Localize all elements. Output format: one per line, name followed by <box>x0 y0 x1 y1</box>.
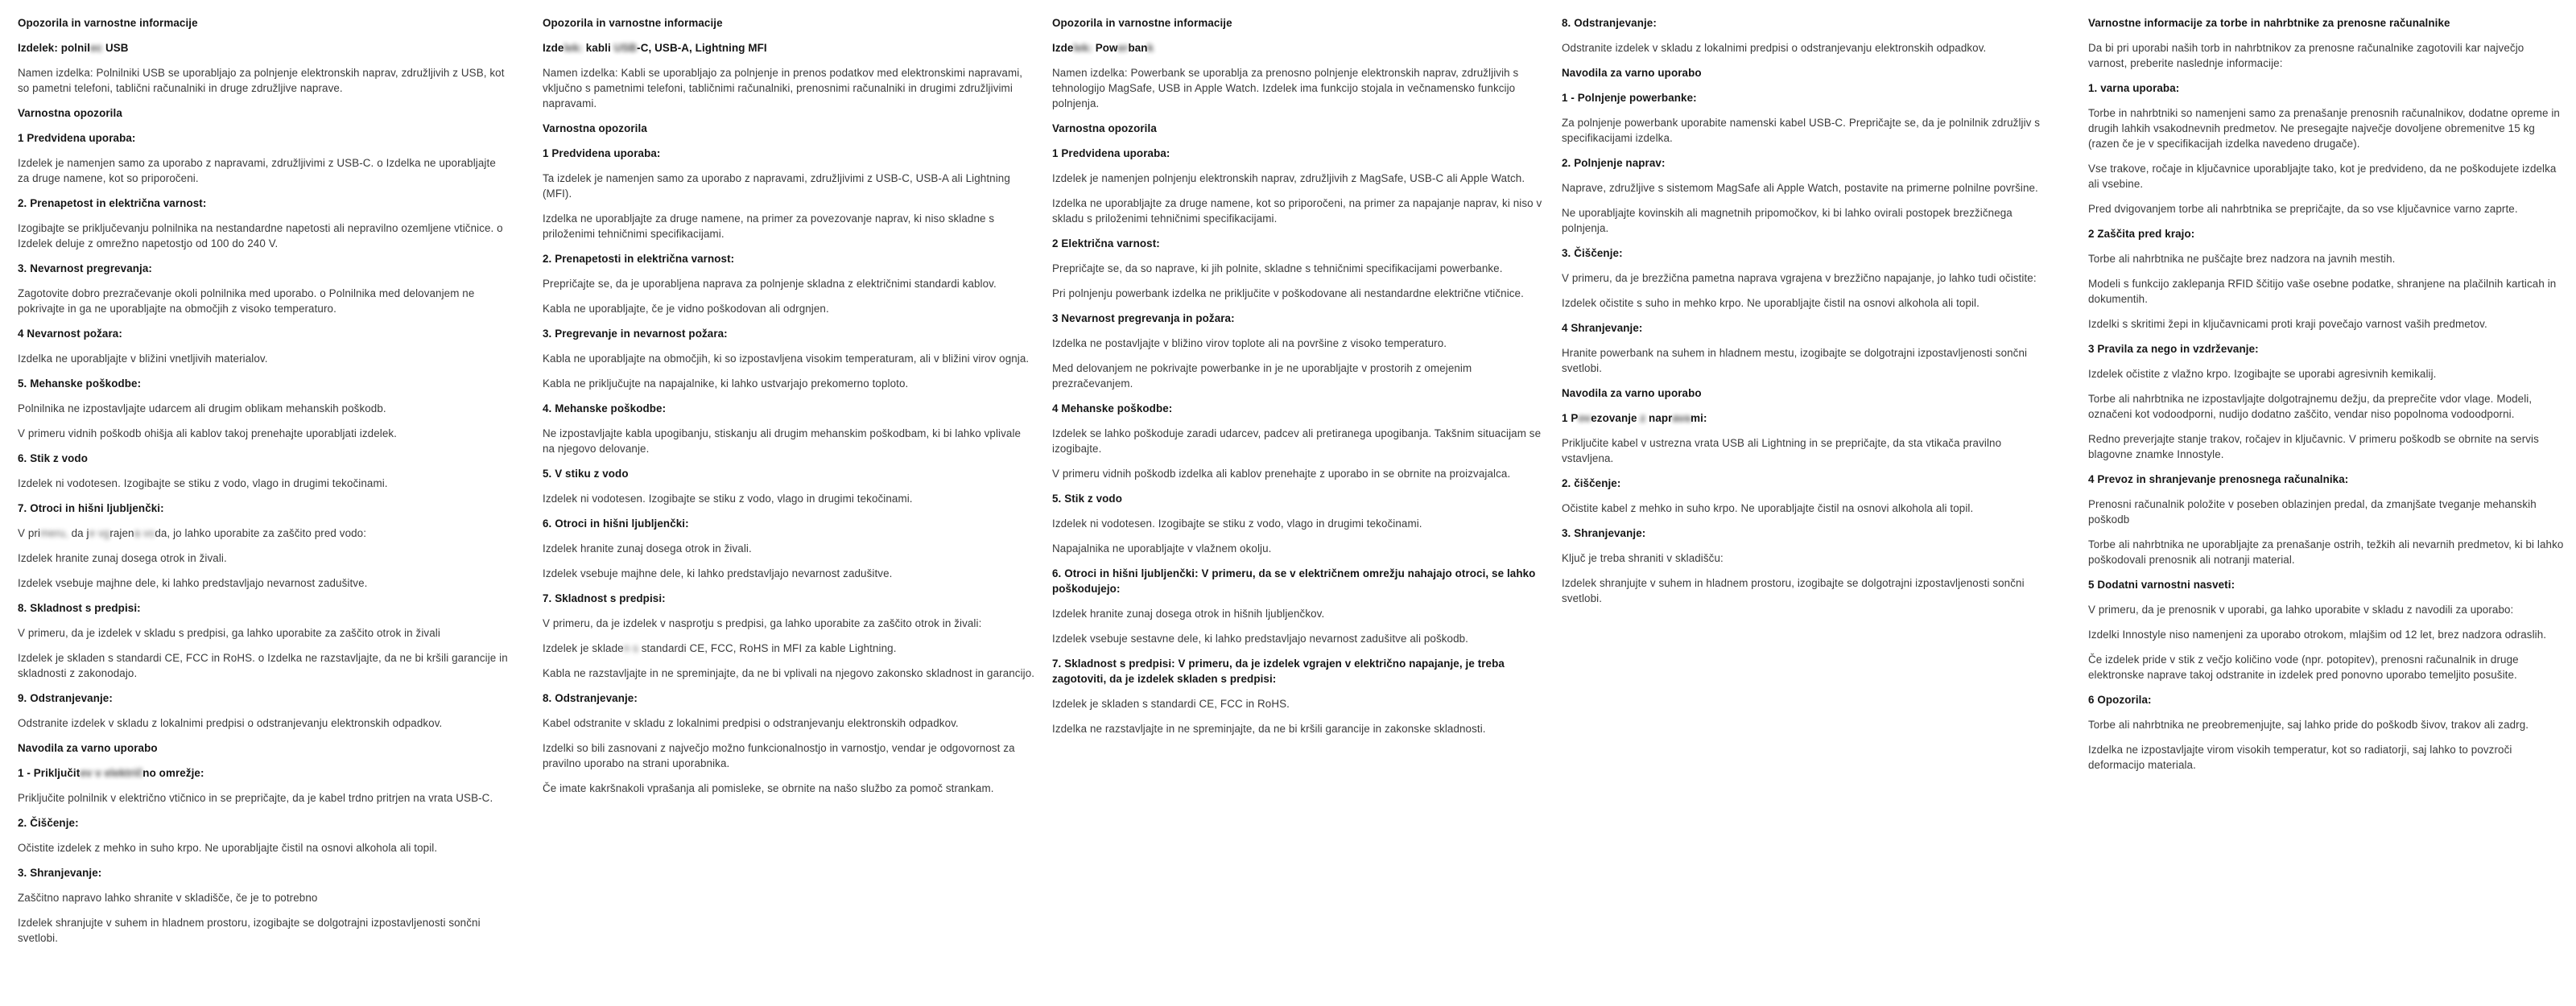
section-heading: 1 Predvidena uporaba: <box>18 132 136 144</box>
section-heading: 3. Shranjevanje: <box>1562 527 1646 539</box>
paragraph: Izdelek je skladen s standardi CE, FCC in RoHS. <box>1052 698 1290 710</box>
section-heading: 6 Opozorila: <box>2088 694 2152 706</box>
section-heading: 3 Pravila za nego in vzdrževanje: <box>2088 343 2259 355</box>
section-heading: 7. Skladnost s predpisi: <box>543 592 666 604</box>
section-heading: Varnostna opozorila <box>543 122 647 134</box>
paragraph: Izdelek hranite zunaj dosega otrok in hišnih ljubljenčkov. <box>1052 608 1325 620</box>
text-segment: Izde <box>1052 42 1074 54</box>
section-heading: 6. Otroci in hišni ljubljenčki: V primeru, da se v električnem omrežju nahajajo otroci, se lahko poškodujejo: <box>1052 567 1536 595</box>
blurred-text: e vg <box>89 527 110 539</box>
paragraph: Izdelka ne uporabljajte za druge namene, kot so priporočeni, na primer za napajanje naprav, ki niso v skladu s priloženimi tehničnimi specifikacijami. <box>1052 197 1542 225</box>
paragraph: Izdelka ne izpostavljajte virom visokih temperatur, kot so radiatorji, saj lahko to povzroči deformacijo materiala. <box>2088 744 2512 771</box>
section-heading: 9. Odstranjevanje: <box>18 692 113 704</box>
text-segment: ezovanje <box>1591 412 1641 424</box>
section-heading: Navodila za varno uporabo <box>1562 387 1702 399</box>
section-heading: 2. Prenapetosti in električna varnost: <box>543 253 735 265</box>
section-heading: 5. Mehanske poškodbe: <box>18 377 142 390</box>
text-segment: Izdelek: polnil <box>18 42 91 54</box>
paragraph: Izdelek ni vodotesen. Izogibajte se stiku z vodo, vlago in drugimi tekočinami. <box>1052 517 1422 530</box>
section-heading: 1. varna uporaba: <box>2088 82 2180 94</box>
section-heading: 1 Predvidena uporaba: <box>543 147 661 159</box>
paragraph: Namen izdelka: Polnilniki USB se uporabljajo za polnjenje elektronskih naprav, združljivih z USB, kot so pametni telefoni, tablični računalniki in druge združljive naprave. <box>18 67 505 94</box>
text-segment: kabli <box>585 42 614 54</box>
paragraph: Izdelek hranite zunaj dosega otrok in živali. <box>18 552 227 564</box>
paragraph: V primeru, da je brezžična pametna naprava vgrajena v brezžično napajanje, jo lahko tudi očistite: <box>1562 272 2037 284</box>
paragraph: Da bi pri uporabi naših torb in nahrbtnikov za prenosne računalnike zagotovili kar največjo varnost, preberite naslednje informacije: <box>2088 42 2524 69</box>
paragraph: Za polnjenje powerbank uporabite namenski kabel USB-C. Prepričajte se, da je polnilnik združljiv s specifikacijami izdelka. <box>1562 117 2041 144</box>
section-heading: 2 Električna varnost: <box>1052 237 1160 249</box>
text-segment: ban <box>1128 42 1148 54</box>
section-heading: 3. Čiščenje: <box>1562 247 1623 259</box>
paragraph: Priključite polnilnik v električno vtičnico in se prepričajte, da je kabel trdno pritrjen na vrata USB-C. <box>18 792 493 804</box>
blurred-text: lek: <box>564 42 586 54</box>
section-heading: Opozorila in varnostne informacije <box>543 17 723 29</box>
blurred-text: ec <box>90 42 103 54</box>
paragraph: Izdelek shranjujte v suhem in hladnem prostoru, izogibajte se dolgotrajni izpostavljenosti sončni svetlobi. <box>18 917 481 944</box>
blurred-text: USB <box>613 42 638 54</box>
paragraph: Med delovanjem ne pokrivajte powerbanke in je ne uporabljajte v prostorih z omejenim prezračevanjem. <box>1052 362 1472 390</box>
paragraph: V primeru, da je izdelek v skladu s predpisi, ga lahko uporabite za zaščito otrok in živali <box>18 627 440 639</box>
section-heading: 5. V stiku z vodo <box>543 468 629 480</box>
paragraph: Izdelek očistite s suho in mehko krpo. Ne uporabljajte čistil na osnovi alkohola ali topil. <box>1562 297 1979 309</box>
safety-info-column-cables <box>543 15 1035 806</box>
paragraph: Pred dvigovanjem torbe ali nahrbtnika se prepričajte, da so vse ključavnice varno zaprte. <box>2088 203 2518 215</box>
text-segment: 1 P <box>1562 412 1579 424</box>
paragraph: Polnilnika ne izpostavljajte udarcem ali drugim oblikam mehanskih poškodb. <box>18 402 386 414</box>
blurred-text: n s <box>623 642 642 654</box>
blurred-text: lek: <box>1073 42 1096 54</box>
paragraph: Pri polnjenju powerbank izdelka ne priključite v poškodovane ali nestandardne električne vtičnice. <box>1052 287 1524 299</box>
section-heading: 4 Nevarnost požara: <box>18 328 122 340</box>
paragraph: Prepričajte se, da je uporabljena naprava za polnjenje skladna z električnimi standardi kablov. <box>543 278 997 290</box>
paragraph: Izdelka ne uporabljajte za druge namene, na primer za povezovanje naprav, ki niso skladne s priloženimi tehničnimi specifikacijami. <box>543 212 995 240</box>
paragraph <box>18 526 510 541</box>
section-heading: 7. Skladnost s predpisi: V primeru, da je izdelek vgrajen v električno napajanje, je treba zagotoviti, da je izdelek skladen s predpisi: <box>1052 658 1505 685</box>
paragraph: Torbe ali nahrbtnika ne puščajte brez nadzora na javnih mestih. <box>2088 253 2396 265</box>
safety-info-column-powerbank <box>1052 15 1545 746</box>
text-segment: napr <box>1645 412 1673 424</box>
section-heading: 5. Stik z vodo <box>1052 493 1122 505</box>
section-heading <box>543 40 1035 56</box>
paragraph <box>543 641 1035 656</box>
paragraph: Izdelek shranjujte v suhem in hladnem prostoru, izogibajte se dolgotrajni izpostavljenosti sončni svetlobi. <box>1562 577 2025 604</box>
paragraph: Napajalnika ne uporabljajte v vlažnem okolju. <box>1052 542 1272 555</box>
paragraph: Naprave, združljive s sistemom MagSafe ali Apple Watch, postavite na primerne polnilne površine. <box>1562 182 2038 194</box>
paragraph: Torbe ali nahrbtnika ne izpostavljajte dolgotrajnemu dežju, da preprečite vdor vlage. Modeli, označeni kot vodoodporni, nudijo dodatno zaščito, vendar niso popolnoma vodoodporni. <box>2088 393 2533 420</box>
section-heading: 2. Polnjenje naprav: <box>1562 157 1666 169</box>
paragraph: Izdelek hranite zunaj dosega otrok in živali. <box>543 542 752 555</box>
paragraph: Vse trakove, ročaje in ključavnice uporabljajte tako, kot je predvideno, da ne poškodujete izdelka ali vsebine. <box>2088 163 2557 190</box>
paragraph: Izdelek vsebuje sestavne dele, ki lahko predstavljajo nevarnost zadušitve ali poškodb. <box>1052 633 1468 645</box>
paragraph: Zaščitno napravo lahko shranite v skladišče, če je to potrebno <box>18 892 318 904</box>
section-heading: 8. Odstranjevanje: <box>543 692 638 704</box>
section-heading: 6. Stik z vodo <box>18 452 88 464</box>
section-heading: 1 Predvidena uporaba: <box>1052 147 1170 159</box>
text-segment: -C, USB-A, Lightning MFI <box>637 42 767 54</box>
section-heading: Varnostna opozorila <box>1052 122 1157 134</box>
paragraph: Priključite kabel v ustrezna vrata USB ali Lightning in se prepričajte, da sta vtikača pravilno vstavljena. <box>1562 437 2002 464</box>
section-heading: 8. Skladnost s predpisi: <box>18 602 141 614</box>
safety-info-column-usb-charger <box>18 15 510 955</box>
text-segment: no omrežje: <box>142 767 204 779</box>
section-heading: 4 Shranjevanje: <box>1562 322 1643 334</box>
paragraph: Hranite powerbank na suhem in hladnem mestu, izogibajte se dolgotrajni izpostavljenosti sončni svetlobi. <box>1562 347 2028 374</box>
paragraph: Prepričajte se, da so naprave, ki jih polnite, skladne s tehničnimi specifikacijami powerbanke. <box>1052 262 1503 274</box>
section-heading <box>1052 40 1545 56</box>
paragraph: V primeru, da je prenosnik v uporabi, ga lahko uporabite v skladu z navodili za uporabo: <box>2088 604 2514 616</box>
blurred-text: ev v električ <box>80 767 143 779</box>
section-heading: 1 - Polnjenje powerbanke: <box>1562 92 1697 104</box>
blurred-text: meru, <box>40 527 72 539</box>
paragraph: Redno preverjajte stanje trakov, ročajev in ključavnic. V primeru poškodb se obrnite na servis blagovne znamke Innostyle. <box>2088 433 2539 460</box>
section-heading: 2. Prenapetost in električna varnost: <box>18 197 207 209</box>
blurred-text: z <box>1640 412 1646 424</box>
section-heading: 3 Nevarnost pregrevanja in požara: <box>1052 312 1235 324</box>
paragraph: Namen izdelka: Kabli se uporabljajo za polnjenje in prenos podatkov med elektronskimi napravami, vključno s pametnimi telefoni, tabličnimi računalniki, prenosnimi računalniki in drugimi združljivimi napravami. <box>543 67 1023 109</box>
paragraph: Kabla ne priključujte na napajalnike, ki lahko ustvarjajo prekomerno toploto. <box>543 377 909 390</box>
section-heading: Navodila za varno uporabo <box>18 742 158 754</box>
text-segment: USB <box>102 42 129 54</box>
paragraph: V primeru vidnih poškodb izdelka ali kablov prenehajte z uporabo in se obrnite na proizvajalca. <box>1052 468 1511 480</box>
paragraph: Namen izdelka: Powerbank se uporablja za prenosno polnjenje elektronskih naprav, združljivih s tehnologijo MagSafe, USB in Apple Watch. Izdelek ima funkcijo stojala in večnamensko funkcijo polnjenja. <box>1052 67 1519 109</box>
section-heading: 2 Zaščita pred krajo: <box>2088 228 2195 240</box>
paragraph: Očistite izdelek z mehko in suho krpo. Ne uporabljajte čistil na osnovi alkohola ali topil. <box>18 842 438 854</box>
section-heading: Varnostne informacije za torbe in nahrbtnike za prenosne računalnike <box>2088 17 2450 29</box>
safety-info-column-usage-instructions <box>1562 15 2054 616</box>
paragraph: Izdelka ne uporabljajte v bližini vnetljivih materialov. <box>18 353 268 365</box>
section-heading: Opozorila in varnostne informacije <box>18 17 198 29</box>
paragraph: Kabla ne razstavljajte in ne spreminjajte, da ne bi vplivali na njegovo zakonsko skladnost in garancijo. <box>543 667 1035 679</box>
paragraph: Torbe ali nahrbtnika ne preobremenjujte, saj lahko pride do poškodb šivov, trakov ali zadrg. <box>2088 719 2529 731</box>
blurred-text: a vo <box>134 527 155 539</box>
paragraph: Ključ je treba shraniti v skladišču: <box>1562 552 1724 564</box>
paragraph: Torbe in nahrbtniki so namenjeni samo za prenašanje prenosnih računalnikov, dodatne opreme in drugih lahkih vsakodnevnih predmetov. Ne presegajte največje dovoljene obremenitve 15 kg (razen če je v specifikacijah izdelka navedeno drugače). <box>2088 107 2560 150</box>
paragraph: Zagotovite dobro prezračevanje okoli polnilnika med uporabo. o Polnilnika med delovanjem ne pokrivajte in ga ne uporabljajte na območjih z visoko temperaturo. <box>18 287 475 315</box>
paragraph: V primeru vidnih poškodb ohišja ali kablov takoj prenehajte uporabljati izdelek. <box>18 427 397 439</box>
paragraph: Če imate kakršnakoli vprašanja ali pomisleke, se obrnite na našo službo za pomoč strankam. <box>543 782 994 794</box>
blurred-text: er <box>1117 42 1129 54</box>
text-segment: mi: <box>1690 412 1707 424</box>
paragraph: Kabla ne uporabljajte, če je vidno poškodovan ali odrgnjen. <box>543 303 829 315</box>
paragraph: Izdelek je namenjen samo za uporabo z napravami, združljivimi z USB-C. o Izdelka ne uporabljajte za druge namene, kot so priporočeni. <box>18 157 496 184</box>
paragraph: Izdelki so bili zasnovani z največjo možno funkcionalnostjo in varnostjo, vendar je odgovornost za pravilno uporabo na strani uporabnika. <box>543 742 1015 769</box>
paragraph: Odstranite izdelek v skladu z lokalnimi predpisi o odstranjevanju elektronskih odpadkov. <box>1562 42 1987 54</box>
blurred-text: k <box>1147 42 1154 54</box>
paragraph: Izdelka ne postavljajte v bližino virov toplote ali na površine z visoko temperaturo. <box>1052 337 1447 349</box>
paragraph: Izdelki Innostyle niso namenjeni za uporabo otrokom, mlajšim od 12 let, brez nadzora odraslih. <box>2088 629 2547 641</box>
paragraph: Izogibajte se priključevanju polnilnika na nestandardne napetosti ali nepravilno ozemljene vtičnice. o Izdelek deluje z omrežno napetostjo od 100 do 240 V. <box>18 222 503 249</box>
text-segment: da, jo lahko uporabite za zaščito pred vodo: <box>155 527 367 539</box>
safety-info-column-laptop-bags <box>2088 15 2565 782</box>
section-heading: 2. Čiščenje: <box>18 817 79 829</box>
paragraph: V primeru, da je izdelek v nasprotju s predpisi, ga lahko uporabite za zaščito otrok in živali: <box>543 617 982 629</box>
paragraph: Izdelek očistite z vlažno krpo. Izogibajte se uporabi agresivnih kemikalij. <box>2088 368 2437 380</box>
paragraph: Izdelek vsebuje majhne dele, ki lahko predstavljajo nevarnost zadušitve. <box>18 577 368 589</box>
text-segment: 1 - Priključit <box>18 767 80 779</box>
paragraph: Izdelek je skladen s standardi CE, FCC in RoHS. o Izdelka ne razstavljajte, da ne bi kršili garancije in skladnosti z zakonodajo. <box>18 652 508 679</box>
section-heading: 4. Mehanske poškodbe: <box>543 402 667 414</box>
section-heading: 5 Dodatni varnostni nasveti: <box>2088 579 2235 591</box>
section-heading: 6. Otroci in hišni ljubljenčki: <box>543 517 689 530</box>
paragraph: Izdelek ni vodotesen. Izogibajte se stiku z vodo, vlago in drugimi tekočinami. <box>543 493 913 505</box>
paragraph: Ne izpostavljajte kabla upogibanju, stiskanju ali drugim mehanskim poškodbam, ki bi lahko vplivale na njegovo delovanje. <box>543 427 1022 455</box>
section-heading <box>1562 410 2054 426</box>
blurred-text: ava <box>1672 412 1691 424</box>
section-heading: Navodila za varno uporabo <box>1562 67 1702 79</box>
paragraph: Kabla ne uporabljajte na območjih, ki so izpostavljena visokim temperaturam, ali v bližini virov ognja. <box>543 353 1030 365</box>
paragraph: Torbe ali nahrbtnika ne uporabljajte za prenašanje ostrih, težkih ali nevarnih predmetov, ki bi lahko poškodovali prenosnik ali notranji material. <box>2088 538 2564 566</box>
text-segment: Pow <box>1095 42 1118 54</box>
paragraph: Izdelek je namenjen polnjenju elektronskih naprav, združljivih z MagSafe, USB-C ali Apple Watch. <box>1052 172 1525 184</box>
text-segment: rajen <box>109 527 134 539</box>
section-heading: 2. čiščenje: <box>1562 477 1621 489</box>
text-segment: standardi CE, FCC, RoHS in MFI za kable Lightning. <box>641 642 897 654</box>
section-heading: 3. Pregrevanje in nevarnost požara: <box>543 328 728 340</box>
paragraph: Izdelek se lahko poškoduje zaradi udarcev, padcev ali pretiranega upogibanja. Takšnim situacijam se izogibajte. <box>1052 427 1542 455</box>
text-segment: Izdelek je sklade <box>543 642 624 654</box>
paragraph: Modeli s funkcijo zaklepanja RFID ščitijo vaše osebne podatke, shranjene na plačilnih karticah in dokumentih. <box>2088 278 2557 305</box>
section-heading <box>18 765 510 781</box>
section-heading: 3. Shranjevanje: <box>18 867 102 879</box>
paragraph: Ta izdelek je namenjen samo za uporabo z napravami, združljivimi z USB-C, USB-A ali Lightning (MFI). <box>543 172 1010 200</box>
section-heading <box>18 40 510 56</box>
section-heading: Opozorila in varnostne informacije <box>1052 17 1232 29</box>
section-heading: 8. Odstranjevanje: <box>1562 17 1657 29</box>
paragraph: Izdelek vsebuje majhne dele, ki lahko predstavljajo nevarnost zadušitve. <box>543 567 893 579</box>
paragraph: Izdelki s skritimi žepi in ključavnicami proti kraji povečajo varnost vaših predmetov. <box>2088 318 2487 330</box>
section-heading: 4 Prevoz in shranjevanje prenosnega računalnika: <box>2088 473 2349 485</box>
text-segment: V pri <box>18 527 41 539</box>
paragraph: Izdelek ni vodotesen. Izogibajte se stiku z vodo, vlago in drugimi tekočinami. <box>18 477 388 489</box>
section-heading: 3. Nevarnost pregrevanja: <box>18 262 152 274</box>
text-segment: da j <box>71 527 89 539</box>
section-heading: 4 Mehanske poškodbe: <box>1052 402 1173 414</box>
paragraph: Če izdelek pride v stik z večjo količino vode (npr. potopitev), prenosni računalnik in druge elektronske naprave takoj odstranite in izdelek pred ponovno uporabo temeljito posušite. <box>2088 653 2519 681</box>
text-segment: Izde <box>543 42 564 54</box>
paragraph: Očistite kabel z mehko in suho krpo. Ne uporabljajte čistil na osnovi alkohola ali topil. <box>1562 502 1974 514</box>
paragraph: Ne uporabljajte kovinskih ali magnetnih pripomočkov, ki bi lahko ovirali postopek brezžičnega polnjenja. <box>1562 207 2013 234</box>
paragraph: Izdelka ne razstavljajte in ne spreminjajte, da ne bi kršili garancije in zakonske skladnosti. <box>1052 723 1486 735</box>
paragraph: Kabel odstranite v skladu z lokalnimi predpisi o odstranjevanju elektronskih odpadkov. <box>543 717 959 729</box>
section-heading: 7. Otroci in hišni ljubljenčki: <box>18 502 164 514</box>
section-heading: Varnostna opozorila <box>18 107 122 119</box>
paragraph: Odstranite izdelek v skladu z lokalnimi predpisi o odstranjevanju elektronskih odpadkov. <box>18 717 443 729</box>
paragraph: Prenosni računalnik položite v poseben oblazinjen predal, da zmanjšate tveganje mehanskih poškodb <box>2088 498 2537 526</box>
blurred-text: ov <box>1578 412 1591 424</box>
